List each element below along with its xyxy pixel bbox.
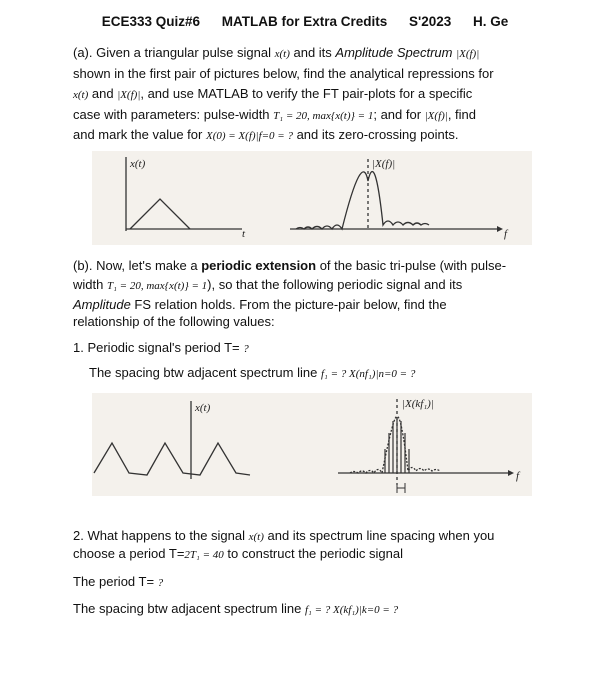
question-1: 1. Periodic signal's period T= ? <box>73 340 249 355</box>
math-X0: X(0) = X(f)|f=0 = ? <box>205 130 293 142</box>
question-2-spacing: The spacing btw adjacent spectrum line f₁ = ? X(kf₁)|k=0 = ? <box>73 601 399 616</box>
fig2-periodic-triangles <box>94 443 250 475</box>
fig1-triangle-pulse <box>130 199 190 229</box>
amplitude-spectrum-term: Amplitude Spectrum <box>335 45 453 60</box>
fig1-f-label: f <box>504 228 508 240</box>
fig2-spectrum-envelope <box>350 417 440 473</box>
fig1-t-label: t <box>242 228 246 240</box>
question-2-line-1: 2. What happens to the signal x(t) and its spectrum line spacing when you <box>73 528 495 543</box>
part-b-line-3: Amplitude FS relation holds. From the picture-pair below, find the <box>73 297 447 312</box>
part-a-line-4: case with parameters: pulse-width T₁ = 20, max{x(t)} = 1; and for |X(f)|, find <box>73 107 476 122</box>
part-a-line-2: shown in the first pair of pictures below, find the analytical repressions for <box>73 66 494 81</box>
part-b-line-2: width T₁ = 20, max{x(t)} = 1), so that the following periodic signal and its <box>73 277 463 292</box>
figure-1-tri-pulse-pair <box>92 151 532 245</box>
math-f1-Xkf1: f₁ = ? X(kf₁)|k=0 = ? <box>304 604 399 616</box>
math-params: T₁ = 20, max{x(t)} = 1 <box>273 110 374 122</box>
question-2-period: The period T= ? <box>73 574 164 589</box>
math-Xf: |X(f)| <box>456 48 480 60</box>
fig2-left-label: x(t) <box>195 402 211 414</box>
fig2-spacing-marker <box>397 483 405 493</box>
author: H. Ge <box>473 14 509 29</box>
figure-2-svg <box>92 393 532 496</box>
question-2-line-2: choose a period T=2T₁ = 40 to construct the periodic signal <box>73 546 404 561</box>
math-2T1: 2T₁ = 40 <box>184 549 224 561</box>
part-a-line-1: (a). Given a triangular pulse signal x(t) and its Amplitude Spectrum |X(f)| <box>73 45 480 60</box>
fig2-right-label: |X(kf₁)| <box>402 398 434 410</box>
course-code: ECE333 Quiz#6 <box>101 14 200 29</box>
term: S'2023 <box>409 14 452 29</box>
fig1-f-arrow <box>497 226 503 232</box>
part-a-line-5: and mark the value for X(0) = X(f)|f=0 = ? and its zero-crossing points. <box>73 127 459 142</box>
fig2-f-label: f <box>516 470 520 482</box>
fig1-sinc-squared-spectrum <box>296 172 429 229</box>
fig2-spectrum-lines <box>385 417 409 473</box>
figure-1-svg <box>92 151 532 245</box>
fig2-f-arrow <box>508 470 514 476</box>
part-b-line-4: relationship of the following values: <box>73 314 275 329</box>
quiz-topic: MATLAB for Extra Credits <box>221 14 388 29</box>
figure-2-periodic-pair <box>92 393 532 496</box>
page-title <box>0 14 610 29</box>
periodic-extension-term: periodic extension <box>201 258 317 273</box>
math-xt: x(t) <box>274 48 290 60</box>
fig1-left-label: x(t) <box>130 158 146 170</box>
part-a-line-3: x(t) and |X(f)|, and use MATLAB to verify the FT pair-plots for a specific <box>73 86 473 101</box>
fig1-right-label: |X(f)| <box>372 158 396 170</box>
math-f1-Xnf1: f₁ = ? X(nf₁)|n=0 = ? <box>320 368 416 380</box>
question-1-spacing: The spacing btw adjacent spectrum line f₁ = ? X(nf₁)|n=0 = ? <box>89 365 416 380</box>
part-b-line-1: (b). Now, let's make a periodic extension of the basic tri-pulse (with pulse- <box>73 258 507 273</box>
